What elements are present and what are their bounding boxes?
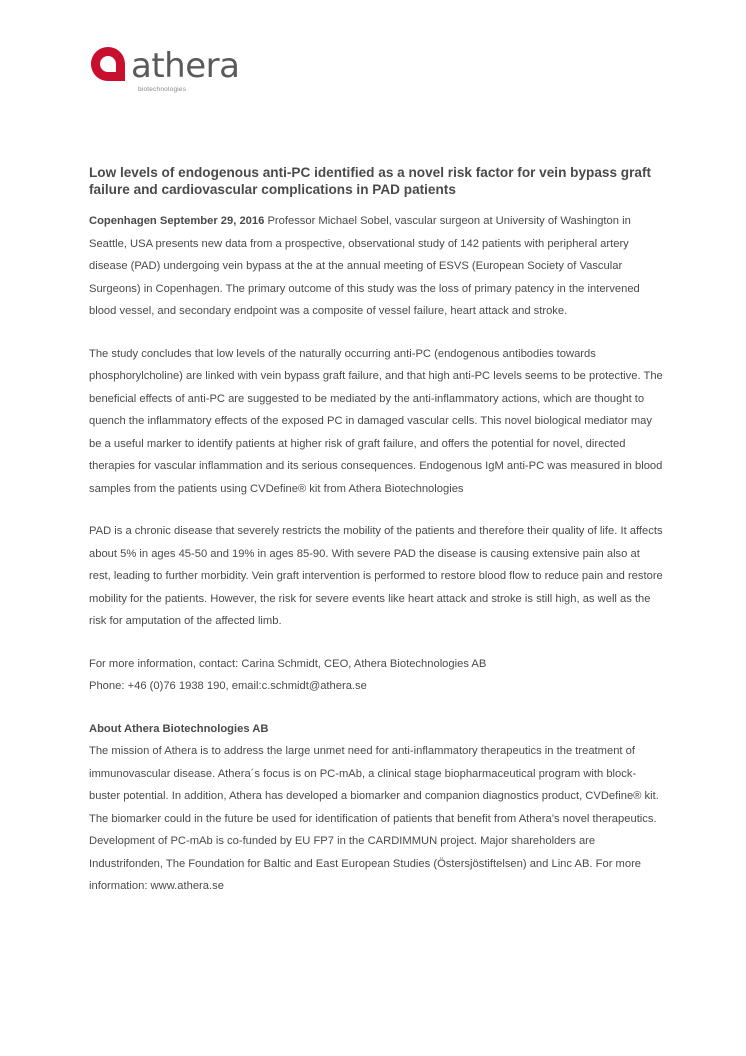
paragraph-study-conclusion: The study concludes that low levels of the naturally occurring anti-PC (endogenous antibodies towards phosphorylcholine) are linked with vein bypass graft failure, and that high anti-PC levels seems to be protective. The beneficial effects of anti-PC are suggested to be mediated by the anti-inflammatory actions, which are thought to quench the inflammatory effects of the exposed PC in damaged vascular cells. This novel biological mediator may be a useful marker to identify patients at higher risk of graft failure, and offers the potential for novel, directed therapies for vascular inflammation and its serious consequences. Endogenous IgM anti-PC was measured in blood samples from the patients using CVDefine® kit from Athera Biotechnologies xyxy=(89,347,663,495)
press-release-body xyxy=(89,164,664,918)
paragraph-pad-description: PAD is a chronic disease that severely restricts the mobility of the patients and therefore their quality of life. It affects about 5% in ages 45-50 and 19% in ages 85-90. With severe PAD the disease is causing extensive pain also at rest, leading to further morbidity. Vein graft intervention is performed to restore blood flow to reduce pain and restore mobility for the patients. However, the risk for severe events like heart attack and stroke is still high, as well as the risk for amputation of the affected limb. xyxy=(89,525,663,627)
contact-phone-email: Phone: +46 (0)76 1938 190, email:c.schmidt@athera.se xyxy=(89,680,367,692)
paragraph-intro-text: Professor Michael Sobel, vascular surgeon at University of Washington in Seattle, USA presents new data from a prospective, observational study of 142 patients with peripheral artery disease (PAD) undergoing vein bypass at the at the annual meeting of ESVS (European Society of Vascular Surgeons) in Copenhagen. The primary outcome of this study was the loss of primary patency in the intervened blood vessel, and secondary endpoint was a composite of vessel failure, heart attack and stroke. xyxy=(89,215,640,317)
about-text: The mission of Athera is to address the large unmet need for anti-inflammatory therapeutics in the treatment of immunovascular disease. Athera´s focus is on PC-mAb, a clinical stage biopharmaceutical program with block-buster potential. In addition, Athera has developed a biomarker and companion diagnostics product, CVDefine® kit. The biomarker could in the future be used for identification of patients that benefit from Athera’s novel therapeutics. Development of PC-mAb is co-funded by EU FP7 in the CARDIMMUN project. Major shareholders are Industrifonden, The Foundation for Baltic and East European Studies (Östersjöstiftelsen) and Linc AB. For more information: www.athera.se xyxy=(89,745,659,892)
about-heading: About Athera Biotechnologies AB xyxy=(89,722,269,735)
dateline: Copenhagen September 29, 2016 xyxy=(89,215,265,227)
athera-logo-mark-icon xyxy=(89,45,127,83)
article-title: Low levels of endogenous anti-PC identified as a novel risk factor for vein bypass graft failure and cardiovascular complications in PAD patients xyxy=(89,165,651,197)
paragraph-intro xyxy=(89,210,664,323)
logo-wordmark: athera xyxy=(131,46,240,86)
logo-subtitle: biotechnologies xyxy=(138,86,187,93)
contact-line: For more information, contact: Carina Schmidt, CEO, Athera Biotechnologies AB xyxy=(89,657,487,670)
athera-logo xyxy=(89,40,259,96)
about-section xyxy=(89,718,664,898)
contact-info xyxy=(89,653,664,698)
